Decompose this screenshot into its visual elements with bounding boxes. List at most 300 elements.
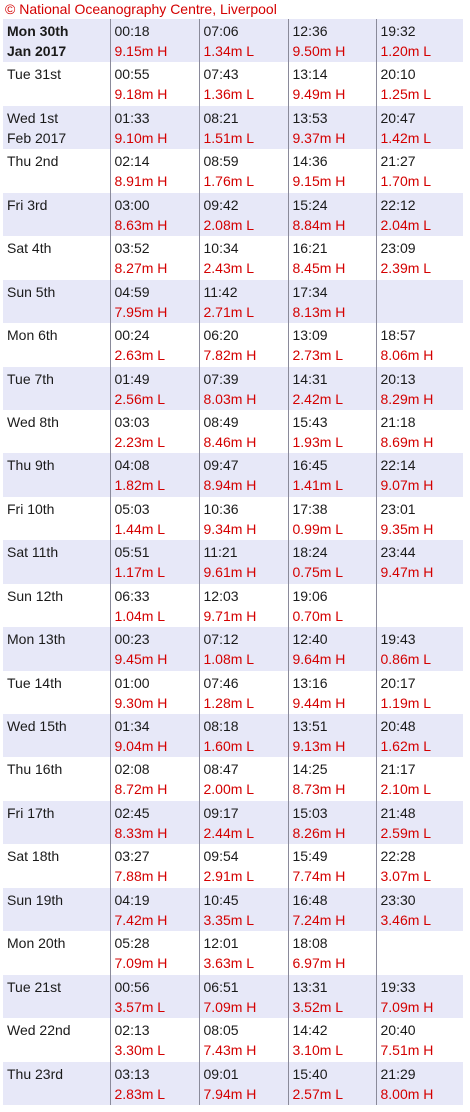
tide-time: 17:34 [292,283,328,300]
tide-height: 9.34m H [203,520,257,537]
tide-height: 2.39m L [380,260,432,277]
tide-cell [376,757,463,800]
day-label: Thu 2nd [7,153,59,170]
tide-cell [110,844,199,887]
tide-height: 9.07m H [380,477,434,494]
tide-cell [110,149,199,192]
tide-height: 2.42m L [292,390,344,407]
tide-time: 23:09 [380,240,416,257]
tide-height: 2.00m L [203,781,255,798]
tide-height: 3.52m L [292,998,344,1015]
tide-height: 8.27m H [114,260,168,277]
tide-time: 19:33 [380,978,416,995]
tide-cell [110,1018,199,1061]
tide-time: 23:01 [380,500,416,517]
day-cell [3,280,110,323]
tide-time: 03:00 [114,196,150,213]
tide-cell [199,757,288,800]
tide-time: 13:16 [292,674,328,691]
day-cell [3,931,110,974]
day-label: Thu 16th [7,761,63,778]
day-cell [3,19,110,62]
tide-time: 07:06 [203,23,239,39]
day-label: Tue 21st [7,978,61,995]
tide-height: 1.82m L [114,477,166,494]
tide-time: 10:45 [203,891,239,908]
tide-height: 1.70m L [380,173,432,190]
tide-height: 8.45m H [292,260,346,277]
tide-time: 13:53 [292,109,328,126]
tide-height: 9.71m H [203,607,257,624]
tide-cell [199,280,288,323]
day-cell [3,410,110,453]
tide-cell [199,323,288,366]
tide-time: 20:48 [380,718,416,734]
tide-time: 09:42 [203,196,239,213]
tide-cell [199,671,288,714]
tide-cell [288,62,376,105]
tide-time: 03:52 [114,240,150,257]
tide-time: 08:21 [203,109,239,126]
tide-height: 1.25m L [380,86,432,103]
tide-height: 2.63m L [114,347,166,364]
tide-cell [199,801,288,844]
tide-cell [376,410,463,453]
tide-height: 1.51m L [203,129,255,146]
tide-height: 7.43m H [203,1042,257,1059]
tide-time: 04:19 [114,891,150,908]
table-row [3,627,463,670]
tide-cell [288,540,376,583]
tide-height: 6.97m H [292,955,346,972]
tide-cell [288,410,376,453]
tide-height: 0.99m L [292,520,344,537]
tide-time: 13:31 [292,978,328,995]
table-row [3,193,463,236]
tide-height: 8.73m H [292,781,346,798]
day-label: Mon 30th [7,23,69,39]
tide-cell [288,1062,376,1105]
tide-cell [110,931,199,974]
tide-table [3,19,463,1105]
table-row [3,714,463,757]
tide-cell [376,627,463,670]
tide-time: 10:34 [203,240,239,257]
tide-time: 14:36 [292,153,328,170]
tide-height: 2.10m L [380,781,432,798]
tide-time: 18:57 [380,327,416,344]
tide-time: 00:56 [114,978,150,995]
table-row [3,149,463,192]
tide-height: 1.76m L [203,173,255,190]
table-row [3,453,463,496]
tide-time: 07:39 [203,370,239,387]
tide-time: 03:03 [114,413,150,430]
tide-time: 20:40 [380,1022,416,1039]
tide-cell [110,1062,199,1105]
tide-height: 8.94m H [203,477,257,494]
tide-time: 08:59 [203,153,239,170]
tide-time: 15:03 [292,804,328,821]
tide-height: 9.35m H [380,520,434,537]
date-label: Feb 2017 [7,129,67,146]
tide-cell [110,62,199,105]
table-row [3,671,463,714]
table-row [3,1018,463,1061]
tide-time: 06:33 [114,587,150,604]
tide-cell [110,584,199,627]
tide-height: 8.33m H [114,824,168,841]
tide-cell [110,410,199,453]
tide-time: 14:42 [292,1022,328,1039]
tide-cell [376,671,463,714]
day-label: Sat 11th [7,544,59,561]
table-row [3,106,463,149]
tide-time: 01:34 [114,718,150,734]
day-cell [3,106,110,149]
table-row [3,323,463,366]
tide-time: 00:18 [114,23,150,39]
tide-time: 02:45 [114,804,150,821]
tide-time: 15:40 [292,1065,328,1082]
tide-cell [288,627,376,670]
tide-cell [288,497,376,540]
tide-cell [110,540,199,583]
tide-cell [110,627,199,670]
tide-time: 19:06 [292,587,328,604]
tide-time: 02:08 [114,761,150,778]
tide-cell [199,410,288,453]
tide-cell [199,367,288,410]
tide-time: 07:43 [203,66,239,83]
tide-height: 1.19m L [380,694,432,711]
tide-time: 00:23 [114,631,150,648]
day-label: Fri 3rd [7,196,48,213]
tide-time: 16:21 [292,240,328,257]
tide-cell [288,323,376,366]
tide-height: 2.08m L [203,216,255,233]
tide-time: 05:03 [114,500,150,517]
tide-time: 21:18 [380,413,416,430]
tide-time: 15:49 [292,848,328,865]
day-label: Thu 9th [7,457,55,474]
tide-height: 7.88m H [114,868,168,885]
day-cell [3,1018,110,1061]
tide-time: 12:01 [203,935,239,952]
tide-time: 22:14 [380,457,416,474]
tide-time: 02:13 [114,1022,150,1039]
day-cell [3,714,110,757]
tide-cell [288,367,376,410]
tide-cell [288,844,376,887]
day-label: Wed 8th [7,413,59,430]
tide-height: 2.71m L [203,303,255,320]
tide-height: 9.44m H [292,694,346,711]
tide-cell [376,149,463,192]
tide-cell [376,193,463,236]
day-label: Thu 23rd [7,1065,64,1082]
tide-time: 00:55 [114,66,150,83]
tide-cell [288,975,376,1018]
tide-height: 2.44m L [203,824,255,841]
tide-cell [199,844,288,887]
day-cell [3,540,110,583]
tide-height: 2.91m L [203,868,255,885]
tide-time: 04:59 [114,283,150,300]
day-cell [3,671,110,714]
tide-height: 3.57m L [114,998,166,1015]
tide-height: 2.83m L [114,1085,166,1102]
tide-cell [376,931,463,974]
tide-cell [110,323,199,366]
tide-time: 09:54 [203,848,239,865]
tide-cell [288,714,376,757]
table-row [3,888,463,931]
tide-height: 3.30m L [114,1042,166,1059]
table-row [3,540,463,583]
table-row [3,62,463,105]
tide-time: 21:48 [380,804,416,821]
tide-height: 8.06m H [380,347,434,364]
tide-cell [376,584,463,627]
tide-height: 8.26m H [292,824,346,841]
tide-height: 3.63m L [203,955,255,972]
tide-time: 04:08 [114,457,150,474]
tide-height: 1.28m L [203,694,255,711]
date-label: Jan 2017 [7,43,67,59]
tide-cell [288,1018,376,1061]
tide-cell [110,453,199,496]
tide-cell [199,1018,288,1061]
tide-time: 02:14 [114,153,150,170]
tide-height: 1.60m L [203,738,255,754]
tide-height: 7.42m H [114,911,168,928]
tide-height: 8.72m H [114,781,168,798]
tide-cell [199,931,288,974]
day-cell [3,453,110,496]
day-label: Tue 7th [7,370,54,387]
day-label: Wed 1st [7,109,59,126]
tide-height: 9.37m H [292,129,346,146]
day-label: Sun 12th [7,587,64,604]
tide-cell [199,106,288,149]
tide-cell [199,888,288,931]
day-cell [3,888,110,931]
tide-cell [376,844,463,887]
tide-height: 8.29m H [380,390,434,407]
day-label: Fri 17th [7,804,55,821]
tide-cell [288,193,376,236]
tide-cell [376,323,463,366]
tide-time: 23:44 [380,544,416,561]
tide-height: 9.47m H [380,564,434,581]
tide-cell [199,149,288,192]
tide-time: 03:27 [114,848,150,865]
tide-time: 08:49 [203,413,239,430]
day-cell [3,757,110,800]
tide-height: 8.46m H [203,433,257,450]
tide-cell [110,367,199,410]
tide-time: 09:01 [203,1065,239,1082]
tide-cell [376,975,463,1018]
day-cell [3,149,110,192]
table-row [3,801,463,844]
tide-time: 06:51 [203,978,239,995]
tide-height: 8.91m H [114,173,168,190]
tide-time: 20:47 [380,109,416,126]
tide-time: 10:36 [203,500,239,517]
tide-time: 01:33 [114,109,150,126]
tide-time: 12:40 [292,631,328,648]
tide-time: 05:28 [114,935,150,952]
tide-height: 1.20m L [380,43,432,59]
day-label: Mon 20th [7,935,66,952]
tide-cell [376,1062,463,1105]
tide-cell [288,931,376,974]
day-cell [3,801,110,844]
tide-height: 1.93m L [292,433,344,450]
tide-height: 1.44m L [114,520,166,537]
table-row [3,975,463,1018]
tide-time: 08:05 [203,1022,239,1039]
day-label: Wed 22nd [7,1022,71,1039]
day-label: Mon 13th [7,631,66,648]
day-cell [3,193,110,236]
day-label: Wed 15th [7,718,67,734]
tide-height: 7.82m H [203,347,257,364]
tide-cell [199,62,288,105]
tide-time: 13:14 [292,66,328,83]
tide-cell [110,975,199,1018]
tide-height: 9.04m H [114,738,168,754]
tide-time: 15:43 [292,413,328,430]
tide-height: 2.23m L [114,433,166,450]
tide-time: 11:21 [203,544,238,561]
tide-cell [288,801,376,844]
tide-height: 8.00m H [380,1085,434,1102]
tide-time: 12:36 [292,23,328,39]
tide-height: 3.35m L [203,911,255,928]
tide-table-body [3,19,463,1105]
tide-time: 09:47 [203,457,239,474]
day-label: Fri 10th [7,500,55,517]
tide-time: 18:08 [292,935,328,952]
tide-time: 01:00 [114,674,150,691]
tide-cell [110,280,199,323]
day-label: Sun 5th [7,283,56,300]
tide-height: 7.95m H [114,303,168,320]
tide-time: 12:03 [203,587,239,604]
tide-cell [288,888,376,931]
tide-height: 2.56m L [114,390,166,407]
day-label: Sat 4th [7,240,52,257]
tide-height: 0.70m L [292,607,344,624]
tide-time: 09:17 [203,804,239,821]
tide-height: 9.10m H [114,129,168,146]
tide-height: 8.13m H [292,303,346,320]
tide-cell [199,540,288,583]
tide-height: 8.69m H [380,433,434,450]
tide-height: 9.61m H [203,564,257,581]
table-row [3,280,463,323]
table-row [3,584,463,627]
table-row [3,236,463,279]
day-label: Sun 19th [7,891,64,908]
tide-time: 16:45 [292,457,328,474]
tide-cell [199,19,288,62]
tide-height: 8.63m H [114,216,168,233]
day-cell [3,975,110,1018]
tide-height: 8.84m H [292,216,346,233]
day-cell [3,323,110,366]
tide-height: 3.46m L [380,911,432,928]
tide-cell [376,280,463,323]
tide-height: 1.42m L [380,129,432,146]
tide-height: 9.15m H [292,173,346,190]
tide-time: 08:47 [203,761,239,778]
tide-time: 03:13 [114,1065,150,1082]
tide-cell [110,888,199,931]
tide-cell [288,19,376,62]
tide-time: 21:27 [380,153,416,170]
tide-cell [110,236,199,279]
tide-height: 2.59m L [380,824,432,841]
tide-height: 9.64m H [292,651,346,668]
tide-cell [110,757,199,800]
tide-time: 20:13 [380,370,416,387]
tide-time: 07:12 [203,631,239,648]
tide-time: 15:24 [292,196,328,213]
tide-time: 19:32 [380,23,416,39]
day-cell [3,62,110,105]
tide-cell [288,106,376,149]
tide-cell [288,584,376,627]
day-cell [3,367,110,410]
day-cell [3,844,110,887]
tide-height: 9.50m H [292,43,346,59]
tide-time: 22:28 [380,848,416,865]
tide-height: 1.34m L [203,43,255,59]
tide-time: 14:31 [292,370,328,387]
tide-cell [110,671,199,714]
tide-time: 01:49 [114,370,150,387]
tide-height: 2.57m L [292,1085,344,1102]
tide-cell [110,193,199,236]
tide-cell [199,453,288,496]
tide-cell [199,584,288,627]
tide-height: 7.51m H [380,1042,434,1059]
tide-height: 9.49m H [292,86,346,103]
tide-height: 7.74m H [292,868,346,885]
tide-height: 3.07m L [380,868,432,885]
tide-time: 17:38 [292,500,328,517]
tide-time: 13:51 [292,718,328,734]
tide-cell [288,236,376,279]
table-row [3,367,463,410]
tide-cell [376,106,463,149]
tide-time: 18:24 [292,544,328,561]
tide-cell [110,106,199,149]
tide-height: 7.94m H [203,1085,257,1102]
tide-cell [288,280,376,323]
tide-time: 21:29 [380,1065,416,1082]
tide-cell [288,671,376,714]
tide-cell [199,193,288,236]
tide-height: 7.09m H [114,955,168,972]
tide-cell [199,1062,288,1105]
tide-time: 23:30 [380,891,416,908]
tide-height: 1.08m L [203,651,255,668]
